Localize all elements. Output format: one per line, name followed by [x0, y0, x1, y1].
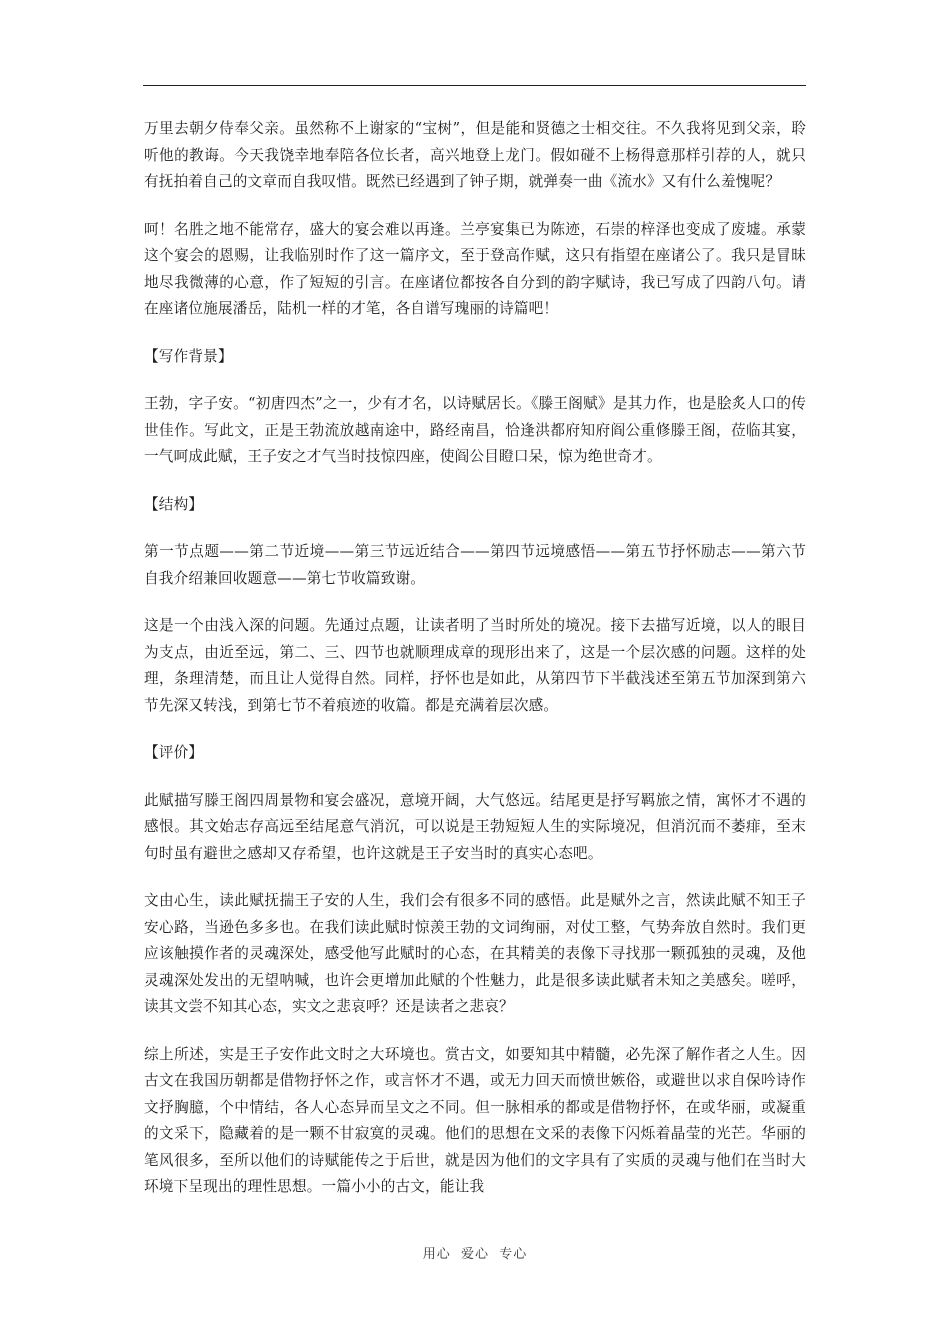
paragraph-evaluation-3: 综上所述，实是王子安作此文时之大环境也。赏古文，如要知其中精髓，必先深了解作者之人生。因古文在我国历朝都是借物抒怀之作，或言怀才不遇，或无力回天而愤世嫉俗，或避世以求自保吟诗作文抒胸臆，个中情结，各人心态异而呈文之不同。但一脉相承的都或是借物抒怀，在或华丽，或凝重的文采下，隐藏着的是一颗不甘寂寞的灵魂。他们的思想在文采的表像下闪烁着晶莹的光芒。华丽的笔风很多，至所以他们的诗赋能传之于后世，就是因为他们的文字具有了实质的灵魂与他们在当时大环境下呈现出的理性思想。一篇小小的古文，能让我: [144, 1045, 806, 1195]
paragraph-evaluation-2: 文由心生，读此赋抚揣王子安的人生，我们会有很多不同的感悟。此是赋外之言，然读此赋不知王子安心路，当逊色多多也。在我们读此赋时惊羡王勃的文词绚丽，对仗工整，气势奔放自然时。我们更应该触摸作者的灵魂深处，感受他写此赋时的心态，在其精美的表像下寻找那一颗孤独的灵魂，及他灵魂深处发出的无望呐喊，也许会更增加此赋的个性魅力，此是很多读此赋者未知之美感矣。嗟呼，读其文尝不知其心态，实文之悲哀呼？还是读者之悲哀？: [144, 892, 806, 1015]
paragraph-structure-outline: 第一节点题——第二节近境——第三节远近结合——第四节远境感悟——第五节抒怀励志——第六节自我介绍兼回收题意——第七节收篇致谢。: [144, 543, 806, 587]
page-footer: 用心 爱心 专心: [422, 1247, 528, 1262]
paragraph-evaluation-1: 此赋描写滕王阁四周景物和宴会盛况，意境开阔，大气悠远。结尾更是抒写羁旅之情，寓怀才不遇的感恨。其文始志存高远至结尾意气消沉，可以说是王勃短短人生的实际境况，但消沉而不萎痱，至末句时虽有避世之感却又存希望，也许这就是王子安当时的真实心态吧。: [144, 791, 806, 862]
paragraph-background: 王勃，字子安。“初唐四杰”之一，少有才名，以诗赋居长。《滕王阁赋》是其力作，也是脍炙人口的传世佳作。写此文，正是王勃流放越南途中，路经南昌，恰逢洪都府知府阎公重修滕王阁，莅临其宴，一气呵成此赋，王子安之才气当时技惊四座，使阎公目瞪口呆，惊为绝世奇才。: [144, 395, 806, 465]
paragraph-translation-1: 万里去朝夕侍奉父亲。虽然称不上谢家的“宝树”，但是能和贤德之士相交往。不久我将见到父亲，聆听他的教诲。今天我饶幸地奉陪各位长者，高兴地登上龙门。假如碰不上杨得意那样引荐的人，就只有抚拍着自己的文章而自我叹惜。既然已经遇到了钟子期，就弹奏一曲《流水》又有什么羞愧呢？: [144, 120, 806, 190]
section-heading-background: 【写作背景】: [144, 347, 233, 365]
section-heading-evaluation: 【评价】: [144, 744, 204, 761]
paragraph-translation-2: 呵！名胜之地不能常存，盛大的宴会难以再逢。兰亭宴集已为陈迹，石崇的梓泽也变成了废墟。承蒙这个宴会的恩赐，让我临别时作了这一篇序文，至于登高作赋，这只有指望在座诸公了。我只是冒昧地尽我微薄的心意，作了短短的引言。在座诸位都按各自分到的韵字赋诗，我已写成了四韵八句。请在座诸位施展潘岳，陆机一样的才笔，各自谱写瑰丽的诗篇吧！: [144, 220, 806, 317]
paragraph-structure-analysis: 这是一个由浅入深的问题。先通过点题，让读者明了当时所处的境况。接下去描写近境，以人的眼目为支点，由近至远，第二、三、四节也就顺理成章的现形出来了，这是一个层次感的问题。这样的处理，条理清楚，而且让人觉得自然。同样，抒怀也是如此，从第四节下半截浅述至第五节加深到第六节先深又转浅，到第七节不着痕迹的收篇。都是充满着层次感。: [144, 617, 806, 714]
section-heading-structure: 【结构】: [144, 495, 204, 513]
header-rule: [143, 85, 806, 86]
body-text: [144, 116, 806, 1222]
